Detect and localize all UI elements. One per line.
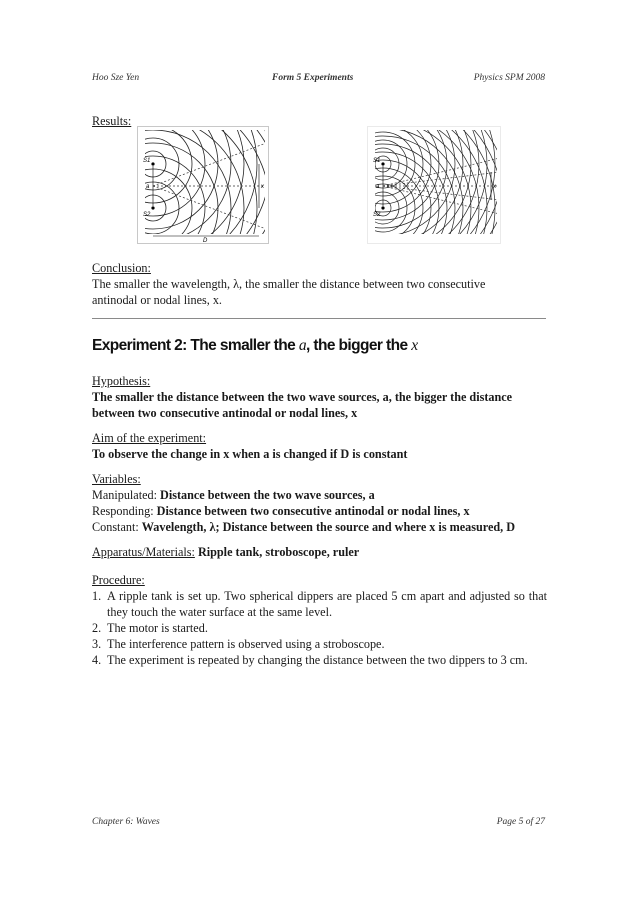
interference-figure-1 [137,126,269,244]
conclusion-line-1: The smaller the wavelength, λ, the smaller the distance between two consecutive [92,277,486,291]
label-a: a [376,184,380,190]
source-s1-dot [381,162,384,165]
footer-chapter: Chapter 6: Waves [92,817,160,827]
variables-label: Variables: [92,472,141,486]
hypothesis-label: Hypothesis: [92,374,151,388]
apparatus-line: Apparatus/Materials: Ripple tank, stroboscope, ruler [92,545,360,559]
source-s1-dot [151,162,154,165]
source-s2-dot [381,206,384,209]
label-x: x [261,184,264,190]
results-label: Results: [92,114,132,128]
header-title: Form 5 Experiments [272,73,354,83]
hypothesis-line-1: The smaller the distance between the two wave sources, a, the bigger the distance [92,390,513,404]
conclusion-label: Conclusion: [92,261,151,275]
label-s2: S2 [373,212,381,218]
header-subject: Physics SPM 2008 [473,73,545,83]
procedure-label: Procedure: [92,573,145,587]
section-divider [92,318,546,319]
label-x: x [493,184,496,190]
label-s1: S1 [373,158,381,164]
aim-text: To observe the change in x when a is changed if D is constant [92,447,408,461]
document-page: Hoo Sze Yen Form 5 Experiments Physics SPM 2008 Results: S1 a S2 x D S1 a S2 x Conclusion: The smaller the wavelength, λ, the smaller the distance between two consecutive antinodal or nodal lines, x. Experiment 2: The smaller the a, the bigger the x Hypothesis: The smaller the distance between the two wave sources, a, the bigger the distance between two consecutive antinodal or nodal lines, x Aim of the experiment: To observe the change in x when a is changed if D is constant Variables: Manipulated: Distance between the two wave sources, a Responding: Distance between two consecutive antinodal or nodal lines, x Constant: Wavelength, λ; Distance between the source and where x is measured, D Apparatus/Materials: Ripple tank, stroboscope, ruler Procedure: 1. A ripple tank is set up. Two spherical dippers are placed 5 cm apart and adjusted so that they touch the water surface at the same level. 2. The motor is started. 3. The interference pattern is observed using a stroboscope. 4. The experiment is repeated by changing the distance between the two dippers to 3 cm. Chapter 6: Waves Page 5 of 27 [0,0,638,903]
variable-manipulated: Manipulated: Distance between the two wave sources, a [92,488,375,502]
source-s2-dot [151,206,154,209]
variable-constant: Constant: Wavelength, λ; Distance between the source and where x is measured, D [92,520,516,534]
header-author: Hoo Sze Yen [92,73,140,83]
interference-figure-2 [367,126,501,244]
hypothesis-line-2: between two consecutive antinodal or nodal lines, x [92,406,358,420]
label-s2: S2 [143,212,151,218]
variable-responding: Responding: Distance between two consecutive antinodal or nodal lines, x [92,504,470,518]
experiment-heading: Experiment 2: The smaller the a, the bigger the x [92,337,418,354]
conclusion-line-2: antinodal or nodal lines, x. [92,293,222,307]
label-d: D [203,238,208,244]
label-s1: S1 [143,158,151,164]
label-a: a [146,184,150,190]
aim-label: Aim of the experiment: [92,431,207,445]
footer-page-number: Page 5 of 27 [496,817,545,827]
